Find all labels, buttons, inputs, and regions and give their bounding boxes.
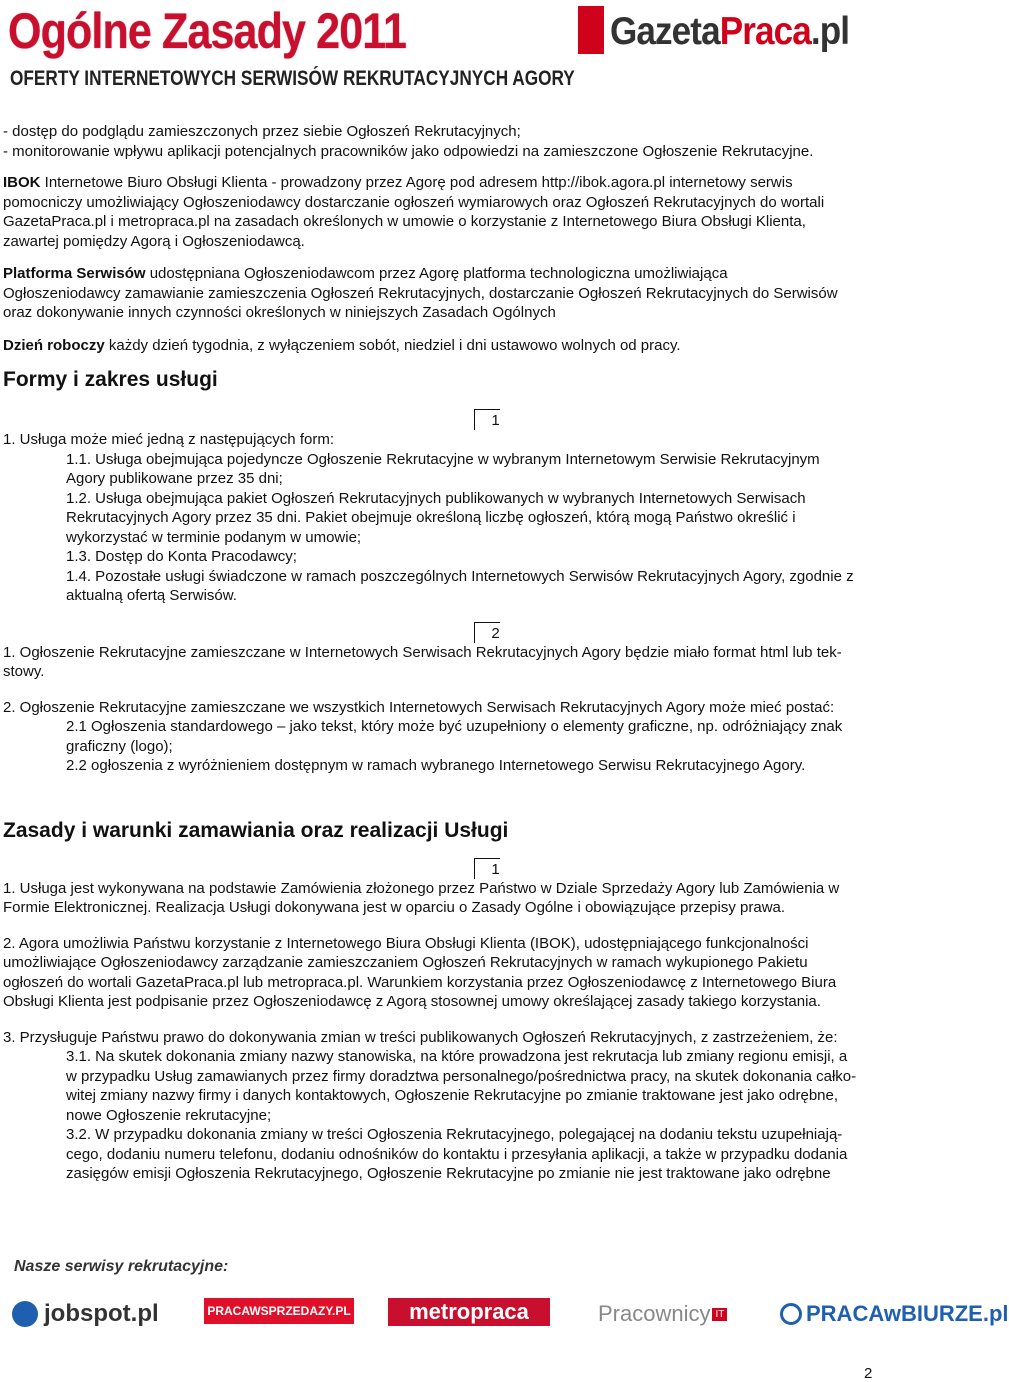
list-item: 3.2. W przypadku dokonania zmiany w treści Ogłoszenia Rekrutacyjnego, polegającej na dodaniu tekstu uzupełniają- — [66, 1126, 843, 1143]
paragraph-number — [0, 858, 960, 879]
partner-logo-pracownicy-it[interactable] — [598, 1294, 727, 1334]
partner-logo-pracawsprzedazy[interactable] — [204, 1298, 354, 1324]
list-item: Agory publikowane przez 35 dni; — [66, 470, 283, 487]
text-line: GazetaPraca.pl i metropraca.pl na zasadach określonych w umowie o korzystanie z Internetowego Biura Obsługi Klienta, — [3, 213, 806, 230]
term-dzien-roboczy: Dzień roboczy — [3, 336, 105, 354]
list-item: umożliwiające Ogłoszeniodawcy zarządzanie zamieszczaniem Ogłoszeń Rekrutacyjnych w ramach wykupionego Pakietu — [3, 954, 808, 971]
brand-part-pl: .pl — [810, 10, 850, 53]
list-item: 2. Agora umożliwia Państwu korzystanie z Internetowego Biura Obsługi Klienta (IBOK), udostępniającego funkcjonalności — [3, 934, 809, 952]
list-item: w przypadku Usług zamawianych przez firmy doradztwa personalnego/pośrednictwa pracy, na skutek dokonania całko- — [66, 1067, 857, 1085]
text-span: każdy dzień tygodnia, z wyłączeniem sobót, niedziel i dni ustawowo wolnych od pracy. — [104, 336, 681, 354]
paragraph-number-label: 1 — [474, 409, 499, 430]
brand-mark-icon — [578, 6, 604, 54]
list-item: Formie Elektronicznej. Realizacja Usługi dokonywana jest w oparciu o Zasady Ogólne i obowiązujące przepisy prawa. — [3, 899, 786, 916]
footer-label: Nasze serwisy rekrutacyjne: — [14, 1258, 229, 1275]
list-item: graficzny (logo); — [66, 737, 173, 755]
partner-label: Pracownicy — [598, 1301, 711, 1326]
paragraph-number-label: 2 — [474, 622, 499, 643]
paragraph-number — [0, 622, 960, 643]
list-item: 1. Ogłoszenie Rekrutacyjne zamieszczane w Internetowych Serwisach Rekrutacyjnych Agory będzie miało format html lub tek- — [3, 643, 842, 661]
definition-platforma — [0, 264, 960, 323]
pracawbiurze-icon — [780, 1303, 802, 1325]
text-line — [0, 264, 960, 284]
list-item: ogłoszeń do wortali GazetaPraca.pl lub metropraca.pl. Warunkiem korzystania przez Ogłoszeniodawcę z Internetowego Biura — [3, 973, 837, 991]
partner-logo-pracawbiurze[interactable] — [780, 1294, 1009, 1334]
partner-label: PRACAWSPRZEDAZY.PL — [207, 1304, 351, 1318]
definition-dzien-roboczy — [0, 336, 960, 356]
list-item: cego, dodaniu numeru telefonu, dodaniu odnośników do kontaktu i przesyłania aplikacji, a także w przypadku dodania — [66, 1145, 848, 1163]
list-item: wykorzystać w terminie podanym w umowie; — [66, 528, 362, 546]
text-line: pomocniczy umożliwiający Ogłoszeniodawcy dostarczanie ogłoszeń wymiarowych oraz Ogłoszeń Rekrutacyjnych do wortali — [3, 193, 825, 211]
list-item: Rekrutacyjnych Agory przez 35 dni. Pakiet obejmuje określoną liczbę ogłoszeń, którą mogą Państwo określić i — [66, 509, 796, 526]
document-subtitle: OFERTY INTERNETOWYCH SERWISÓW REKRUTACYJNYCH AGORY — [10, 67, 575, 90]
list-item: 2. Ogłoszenie Rekrutacyjne zamieszczane we wszystkich Internetowych Serwisach Rekrutacyjnych Agory może mieć postać: — [3, 698, 835, 716]
document-title: Ogólne Zasady 2011 — [8, 3, 407, 59]
list-item: 3.1. Na skutek dokonania zmiany nazwy stanowiska, na które prowadzona jest rekrutacja lub zmiany regionu emisji, a — [66, 1048, 848, 1065]
text-line: Ogłoszeniodawcy zamawianie zamieszczenia Ogłoszeń Rekrutacyjnych, dostarczanie Ogłoszeń Rekrutacyjnych do Serwisów — [3, 284, 838, 302]
document-body — [0, 122, 960, 1184]
text-span: udostępniana Ogłoszeniodawcom przez Agorę platforma technologiczna umożliwiająca — [145, 265, 728, 282]
list-item: 3. Przysługuje Państwu prawo do dokonywania zmian w treści publikowanych Ogłoszeń Rekrutacyjnych, z zastrzeżeniem, że: — [3, 1028, 838, 1046]
list-item: aktualną ofertą Serwisów. — [66, 587, 237, 604]
list-item: 1.2. Usługa obejmująca pakiet Ogłoszeń Rekrutacyjnych publikowanych w wybranych Internetowych Serwisach — [66, 489, 806, 507]
brand-part-praca: Praca — [719, 10, 811, 53]
list-item: 1.4. Pozostałe usługi świadczone w ramach poszczególnych Internetowych Serwisów Rekrutacyjnych Agory, zgodnie z — [66, 567, 854, 585]
it-badge: IT — [712, 1308, 727, 1321]
list-item: nowe Ogłoszenie rekrutacyjne; — [66, 1106, 272, 1124]
brand-wordmark — [610, 10, 849, 54]
brand-part-gazeta: Gazeta — [610, 10, 720, 53]
page-header — [0, 0, 960, 96]
page-number: 2 — [864, 1365, 873, 1382]
list-item: - dostęp do podglądu zamieszczonych przez siebie Ogłoszeń Rekrutacyjnych; — [3, 123, 521, 140]
partner-logo-metropraca[interactable] — [388, 1298, 550, 1326]
paragraph-number-label: 1 — [474, 858, 499, 879]
text-line: oraz dokonywanie innych czynności określonych w niniejszych Zasadach Ogólnych — [3, 304, 556, 321]
list-item: 1.3. Dostęp do Konta Pracodawcy; — [66, 548, 297, 565]
partner-label: jobspot.pl — [44, 1300, 159, 1327]
partner-logo-jobspot[interactable] — [12, 1294, 159, 1334]
text-line: zawartej pomiędzy Agorą i Ogłoszeniodawcą. — [3, 232, 305, 250]
list-item: Obsługi Klienta jest podpisanie przez Ogłoszeniodawcę z Agorą stosownej umowy określającej zasady takiego korzystania. — [3, 993, 821, 1010]
text-span: Internetowe Biuro Obsługi Klienta - prowadzony przez Agorę pod adresem http://ibok.agora.pl internetowy serwis — [40, 174, 793, 191]
section-title-formy: Formy i zakres usługi — [3, 368, 218, 391]
partner-label: PRACAwBIURZE.pl — [806, 1301, 1009, 1326]
list-item: 2.1 Ogłoszenia standardowego – jako tekst, który może być uzupełniony o elementy graficzne, np. odróżniający znak — [66, 718, 843, 735]
paragraph-number — [0, 409, 960, 430]
text-line — [0, 173, 960, 193]
list-item: stowy. — [3, 663, 45, 680]
term-platforma: Platforma Serwisów — [3, 265, 146, 282]
list-item: 2.2 ogłoszenia z wyróżnieniem dostępnym w ramach wybranego Internetowego Serwisu Rekrutacyjnego Agory. — [66, 757, 806, 774]
section-title-zasady: Zasady i warunki zamawiania oraz realizacji Usługi — [3, 818, 509, 842]
list-item: 1. Usługa jest wykonywana na podstawie Zamówienia złożonego przez Państwo w Dziale Sprzedaży Agory lub Zamówienia w — [3, 879, 840, 897]
term-ibok: IBOK — [3, 174, 41, 191]
list-item: - monitorowanie wpływu aplikacji potencjalnych pracowników jako odpowiedzi na zamieszczone Ogłoszenie Rekrutacyjne. — [3, 142, 814, 160]
list-item: witej zmiany nazwy firmy i danych kontaktowych, Ogłoszenie Rekrutacyjne po zmianie traktowane jest jako odrębne, — [66, 1087, 839, 1104]
list-item: 1. Usługa może mieć jedną z następujących form: — [3, 431, 334, 448]
list-item: zasięgów emisji Ogłoszenia Rekrutacyjnego, Ogłoszenie Rekrutacyjne po zmianie nie jest traktowane jako odrębne — [66, 1165, 831, 1182]
definition-ibok — [0, 173, 960, 251]
partner-label: metropraca — [409, 1299, 529, 1324]
jobspot-icon — [12, 1301, 38, 1327]
list-item: 1.1. Usługa obejmująca pojedyncze Ogłoszenie Rekrutacyjne w wybranym Internetowym Serwisie Rekrutacyjnym — [66, 450, 820, 468]
